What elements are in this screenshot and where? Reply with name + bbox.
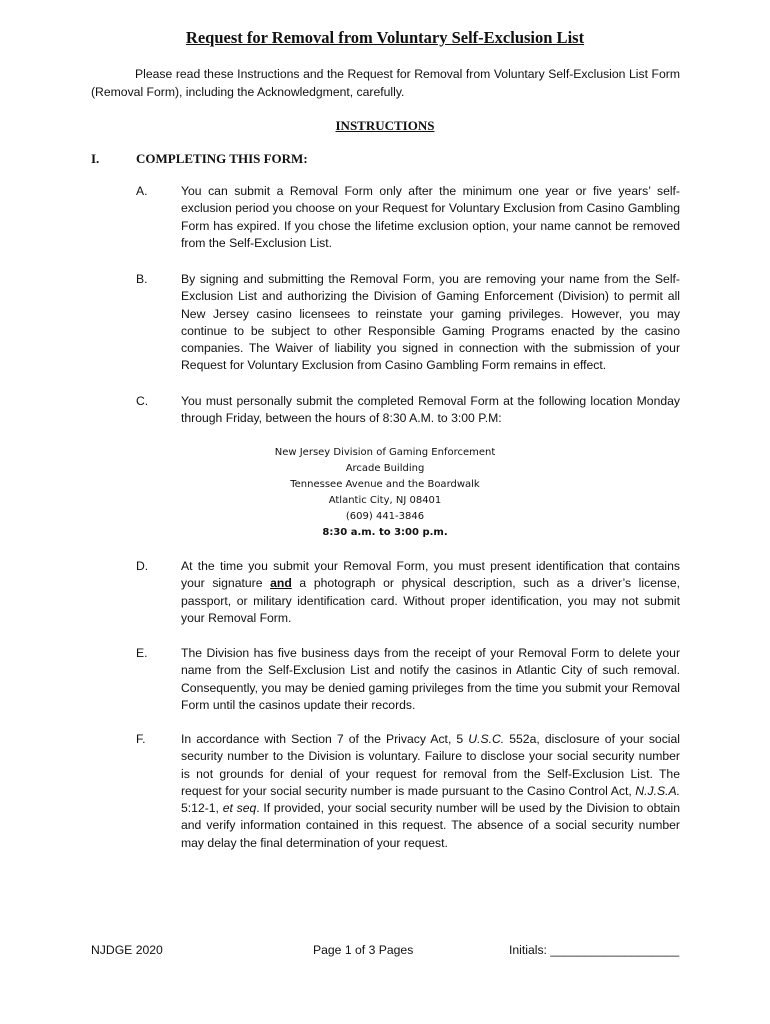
section-title: COMPLETING THIS FORM: [136, 151, 308, 166]
item-text: The Division has five business days from the receipt of your Removal Form to delete your name from the Self-Exclusion List and notify the casinos in Atlantic City of such removal. Consequently, you may be denied gaming privileges from the time you submit your Removal Form until the casinos update their records. [181, 646, 680, 712]
footer-form-id: NJDGE 2020 [91, 943, 163, 957]
item-label: C. [136, 394, 149, 408]
page-title: Request for Removal from Voluntary Self-Exclusion List [185, 28, 585, 47]
item-text: You can submit a Removal Form only after the minimum one year or five years’ self-exclusion period you choose on your Request for Voluntary Exclusion from Casino Gambling Form has expired. If you chose the lifetime exclusion option, your name cannot be removed from the Self-Exclusion List. [181, 184, 680, 250]
item-text: At the time you submit your Removal Form, you must present identification that contains your signature and a photograph or physical description, such as a driver’s license, passport, or military identification card. Without proper identification, you may not submit your Removal Form. [181, 559, 680, 625]
item-label: D. [136, 559, 149, 573]
item-label: A. [136, 184, 148, 198]
office-hours: 8:30 a.m. to 3:00 p.m. [322, 526, 448, 538]
instructions-heading: INSTRUCTIONS [335, 118, 435, 133]
footer-page-number: Page 1 of 3 Pages [313, 943, 414, 957]
address-line: New Jersey Division of Gaming Enforcement [274, 447, 496, 458]
intro-paragraph: Please read these Instructions and the Request for Removal from Voluntary Self-Exclusion List Form (Removal Form), including the Acknowledgment, carefully. [91, 67, 680, 99]
item-label: B. [136, 272, 148, 286]
address-line: Arcade Building [345, 462, 425, 474]
item-label: F. [136, 732, 146, 746]
item-text: In accordance with Section 7 of the Privacy Act, 5 U.S.C. 552a, disclosure of your social security number to the Division is voluntary. Failure to disclose your social security number is not grounds for denial of your request for removal from the Self-Exclusion List. The request for your social security number is made pursuant to the Casino Control Act, N.J.S.A. 5:12-1, et seq. If provided, your social security number will be used by the Division to obtain and verify information contained in this request. The absence of a social security number may delay the final determination of your request. [181, 732, 680, 850]
emphasis-and: and [270, 576, 292, 591]
office-address [0, 445, 770, 540]
citation-njsa: N.J.S.A. [635, 783, 680, 798]
section-number: I. [91, 151, 100, 166]
citation-et-seq: et seq [222, 801, 257, 816]
item-label: E. [136, 646, 148, 660]
address-phone: (609) 441-3846 [345, 510, 425, 522]
address-line: Atlantic City, NJ 08401 [328, 494, 442, 506]
footer-initials-field: Initials: ___________________ [509, 943, 680, 957]
item-text: You must personally submit the completed Removal Form at the following location Monday through Friday, between the hours of 8:30 A.M. to 3:00 P.M: [181, 394, 680, 426]
address-line: Tennessee Avenue and the Boardwalk [290, 478, 480, 490]
citation-usc: U.S.C. [468, 732, 505, 746]
item-text: By signing and submitting the Removal Form, you are removing your name from the Self-Exclusion List and authorizing the Division of Gaming Enforcement (Division) to permit all New Jersey casino licensees to reinstate your gaming privileges. However, you may continue to be subject to other Responsible Gaming Programs enacted by the casino companies. The Waiver of liability you signed in connection with the submission of your Request for Voluntary Exclusion from Casino Gambling Form remains in effect. [181, 272, 680, 373]
